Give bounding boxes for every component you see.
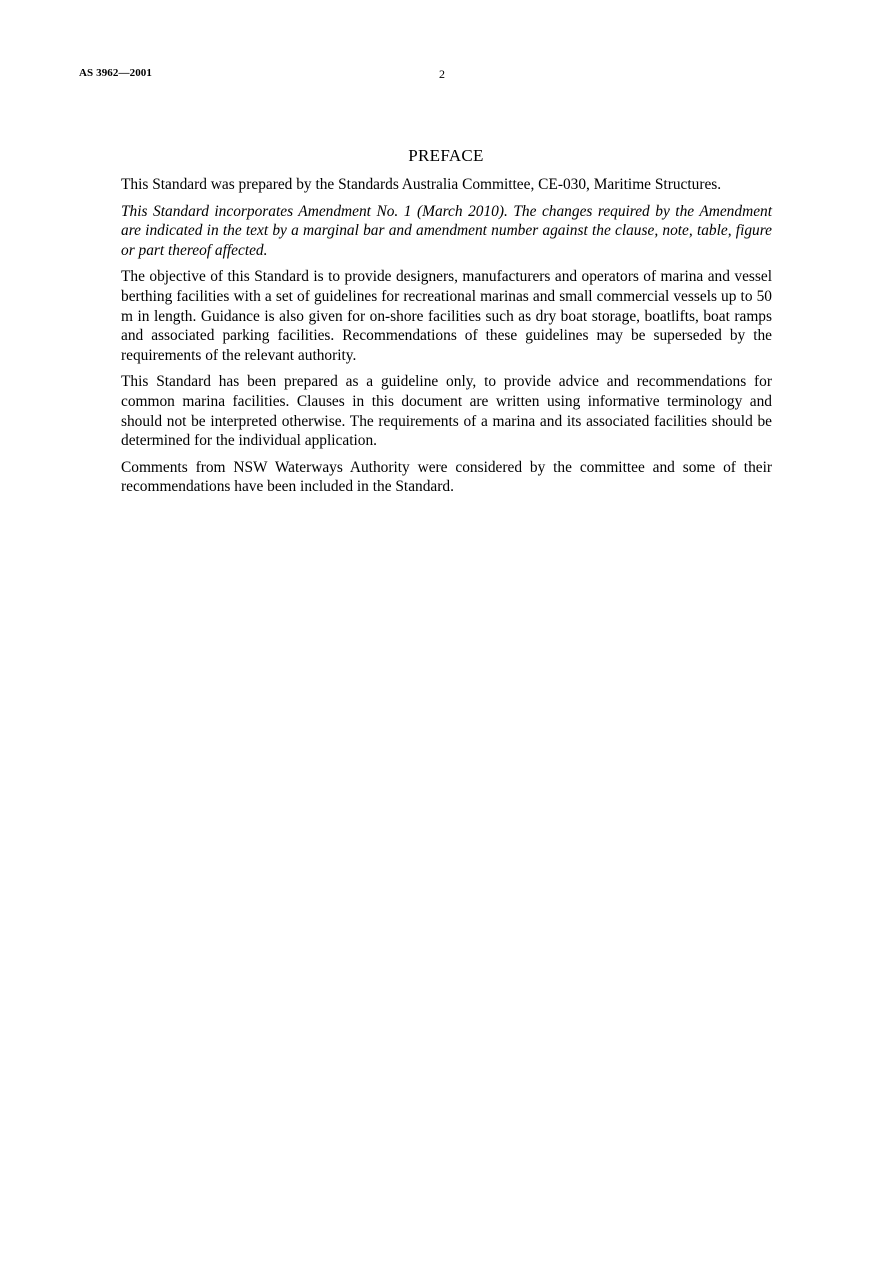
page-number: 2 [439,67,445,81]
paragraph-objective: The objective of this Standard is to provide designers, manufacturers and operators of marina and vessel berthing facilities with a set of guidelines for recreational marinas and small commercial vessels up to 50 m in length. Guidance is also given for on-shore facilities such as dry boat storage, boatlifts, boat ramps and associated parking facilities. Recommendations of these guidelines may be superseded by the requirements of the relevant authority. [121,268,772,364]
paragraph-committee: This Standard was prepared by the Standards Australia Committee, CE-030, Maritime Structures. [121,176,722,193]
preface-body [121,175,772,504]
paragraph-amendment: This Standard incorporates Amendment No. 1 (March 2010). The changes required by the Amendment are indicated in the text by a marginal bar and amendment number against the clause, note, table, figure or part thereof affected. [121,202,772,259]
preface-title: PREFACE [408,146,484,165]
paragraph-guideline: This Standard has been prepared as a guideline only, to provide advice and recommendations for common marina facilities. Clauses in this document are written using informative terminology and should not be interpreted otherwise. The requirements of a marina and its associated facilities should be determined for the individual application. [121,373,772,450]
document-id: AS 3962—2001 [79,67,153,79]
paragraph-comments: Comments from NSW Waterways Authority were considered by the committee and some of their recommendations have been included in the Standard. [121,458,772,496]
